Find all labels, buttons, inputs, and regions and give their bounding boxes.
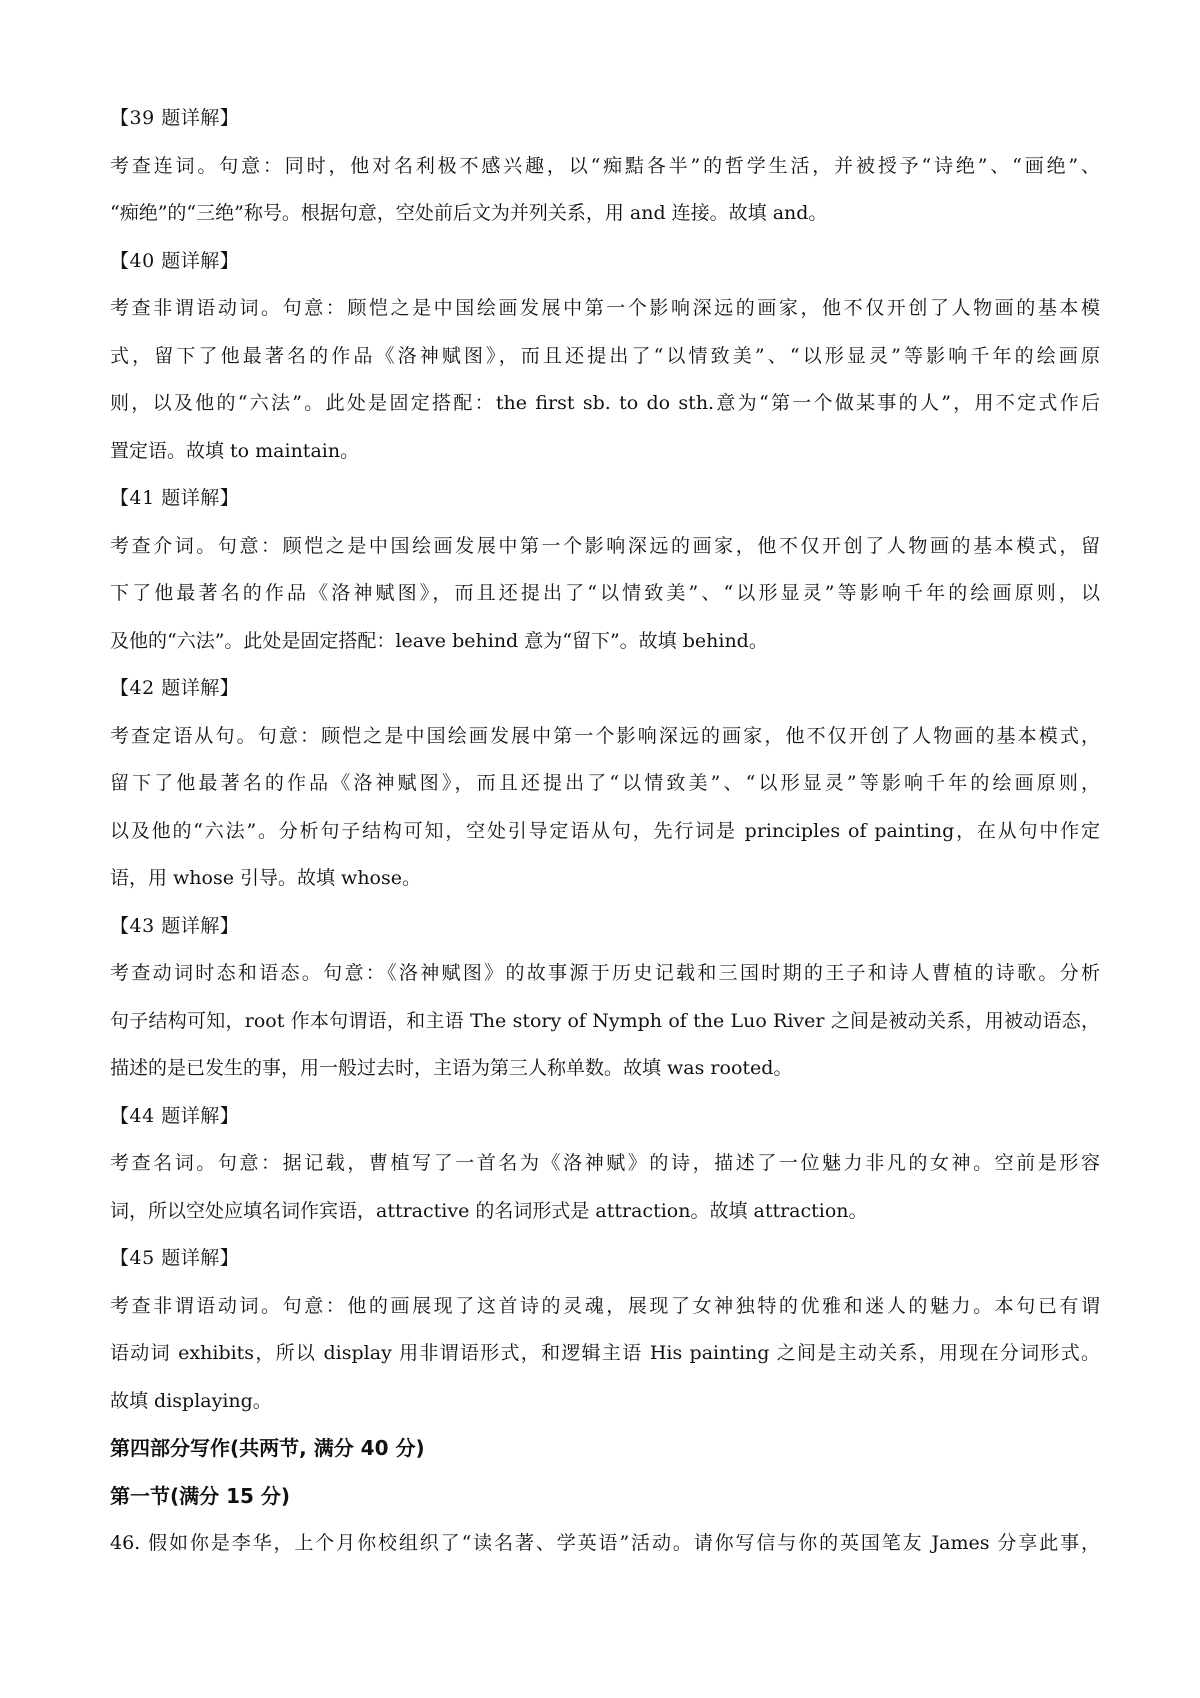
explanation-line: 考查定语从句。句意：顾恺之是中国绘画发展中第一个影响深远的画家，他不仅开创了人物画的基本模式， [110,724,1100,747]
explanation-line: 句子结构可知，root 作本句谓语，和主语 The story of Nymph of the Luo River 之间是被动关系，用被动语态， [110,1009,1100,1032]
explanation-line: 考查非谓语动词。句意：他的画展现了这首诗的灵魂，展现了女神独特的优雅和迷人的魅力。本句已有谓 [110,1294,1100,1317]
section-one-title: 第一节(满分 15 分) [110,1483,291,1508]
explanation-line: 以及他的“六法”。分析句子结构可知，空处引导定语从句，先行词是 principles of painting，在从句中作定 [110,819,1100,842]
document-page [110,95,1100,1568]
explanation-line: 及他的“六法”。此处是固定搭配：leave behind 意为“留下”。故填 behind。 [110,629,768,652]
explanation-line: 考查动词时态和语态。句意：《洛神赋图》的故事源于历史记载和三国时期的王子和诗人曹植的诗歌。分析 [110,962,1100,984]
explanation-line: 置定语。故填 to maintain。 [110,439,360,462]
section-heading-39: 【39 题详解】 [110,107,240,129]
section-heading-40: 【40 题详解】 [110,249,240,272]
part-four-title: 第四部分写作(共两节, 满分 40 分) [110,1436,425,1460]
explanation-line: 考查介词。句意：顾恺之是中国绘画发展中第一个影响深远的画家，他不仅开创了人物画的基本模式，留 [110,534,1100,557]
section-heading-41: 【41 题详解】 [110,487,240,509]
section-heading-43: 【43 题详解】 [110,914,240,937]
explanation-line: 考查名词。句意：据记载，曹植写了一首名为《洛神赋》的诗，描述了一位魅力非凡的女神。空前是形容 [110,1152,1100,1174]
explanation-line: 故填 displaying。 [110,1389,272,1412]
explanation-line: 语动词 exhibits，所以 display 用非谓语形式，和逻辑主语 His painting 之间是主动关系，用现在分词形式。 [110,1342,1100,1364]
explanation-line: 描述的是已发生的事，用一般过去时，主语为第三人称单数。故填 was rooted。 [110,1057,793,1079]
explanation-line: 考查连词。句意：同时，他对名利极不感兴趣，以“痴黠各半”的哲学生活，并被授予“诗绝”、“画绝”、 [110,154,1100,177]
explanation-line: 则，以及他的“六法”。此处是固定搭配：the first sb. to do sth.意为“第一个做某事的人”，用不定式作后 [110,392,1100,414]
explanation-line: 语，用 whose 引导。故填 whose。 [110,867,421,889]
question-46-prompt: 46. 假如你是李华，上个月你校组织了“读名著、学英语”活动。请你写信与你的英国笔友 James 分享此事， [110,1532,1100,1554]
section-heading-42: 【42 题详解】 [110,677,240,699]
explanation-line: 考查非谓语动词。句意：顾恺之是中国绘画发展中第一个影响深远的画家，他不仅开创了人物画的基本模 [110,297,1100,319]
explanation-line: 留下了他最著名的作品《洛神赋图》，而且还提出了“以情致美”、“以形显灵”等影响千年的绘画原则， [110,772,1100,794]
section-heading-45: 【45 题详解】 [110,1247,240,1269]
explanation-line: “痴绝”的“三绝”称号。根据句意，空处前后文为并列关系，用 and 连接。故填 and。 [110,202,828,224]
explanation-line: 下了他最著名的作品《洛神赋图》，而且还提出了“以情致美”、“以形显灵”等影响千年的绘画原则，以 [110,582,1100,604]
section-heading-44: 【44 题详解】 [110,1104,240,1127]
explanation-line: 词，所以空处应填名词作宾语，attractive 的名词形式是 attraction。故填 attraction。 [110,1199,868,1222]
explanation-line: 式，留下了他最著名的作品《洛神赋图》，而且还提出了“以情致美”、“以形显灵”等影响千年的绘画原 [110,344,1100,367]
